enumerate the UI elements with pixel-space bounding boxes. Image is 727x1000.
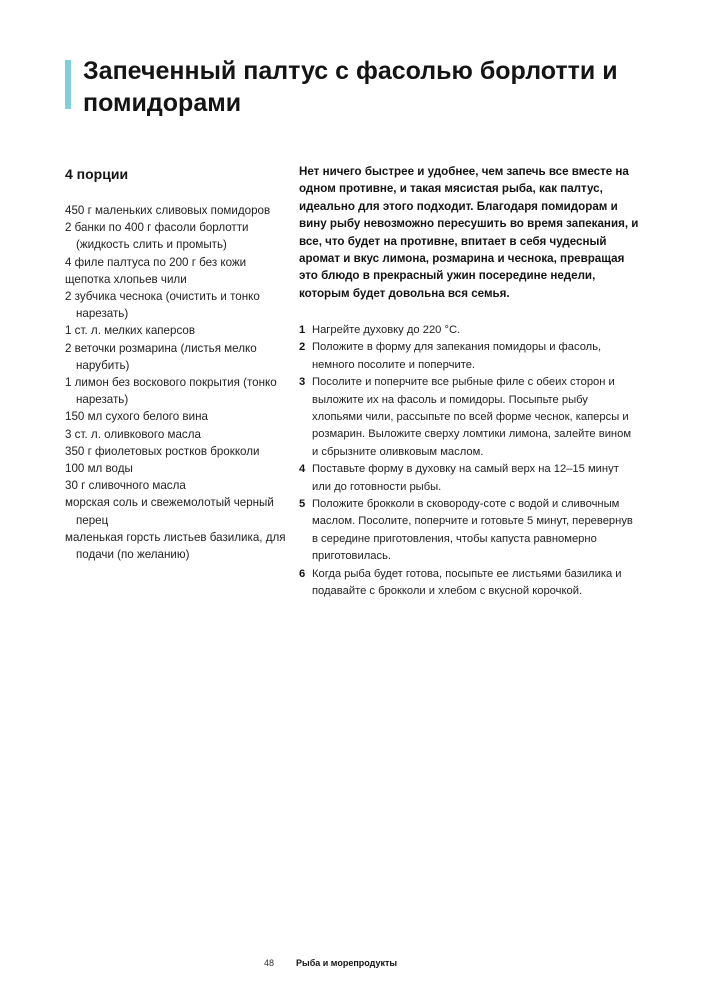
ingredient-item: 100 мл воды: [65, 462, 133, 476]
step-text: Посолите и поперчите все рыбные филе с обеих сторон и выложите их на фасоль и помидоры. Посыпьте рыбу хлопьями чили, рассыпьте по всей форме чеснок, каперсы и розмарин. Выложите сверху ломтики лимона, залейте вином и сбрызните оливковым маслом.: [312, 376, 632, 458]
recipe-title: Запеченный палтус с фасолью борлотти и помидорами: [83, 57, 618, 117]
title-block: [65, 55, 665, 117]
ingredient-item: 30 г сливочного масла: [65, 479, 186, 493]
step-number: 6: [299, 567, 306, 580]
section-name: Рыба и морепродукты: [296, 958, 398, 968]
step-text: Поставьте форму в духовку на самый верх на 12–15 минут или до готовности рыбы.: [312, 463, 619, 493]
step-number: 4: [299, 463, 306, 476]
ingredient-item: 2 веточки розмарина (листья мелко нарубить): [65, 341, 257, 372]
ingredient-item: щепотка хлопьев чили: [65, 272, 187, 286]
step-item: [299, 322, 639, 339]
step-text: Когда рыба будет готова, посыпьте ее листьями базилика и подавайте с брокколи и хлебом с вкусной корочкой.: [312, 567, 622, 598]
step-number: 3: [299, 376, 306, 389]
step-text: Положите в форму для запекания помидоры и фасоль, немного посолите и поперчите.: [312, 341, 602, 371]
step-item: [299, 566, 639, 601]
step-item: [299, 496, 639, 566]
step-item: [299, 461, 639, 496]
ingredient-item: 350 г фиолетовых ростков брокколи: [65, 444, 260, 458]
step-number: 5: [299, 498, 306, 511]
ingredient-item: 4 филе палтуса по 200 г без кожи: [65, 255, 247, 269]
ingredient-item: 3 ст. л. оливкового масла: [65, 427, 201, 441]
title-accent-bar: [65, 60, 71, 109]
step-number: 2: [299, 341, 306, 354]
step-text: Нагрейте духовку до 220 °C.: [312, 324, 461, 336]
ingredient-item: маленькая горсть листьев базилика, для подачи (по желанию): [65, 530, 286, 562]
page-number: 48: [264, 958, 275, 968]
step-item: [299, 339, 639, 374]
step-number: 1: [299, 324, 306, 336]
page-footer: [0, 957, 727, 971]
ingredient-item: 1 ст. л. мелких каперсов: [65, 324, 195, 338]
recipe-intro: Нет ничего быстрее и удобнее, чем запечь все вместе на одном противне, и такая мясистая рыба, как палтус, идеально для этого подходит. Благодаря помидорам и вину рыбу невозможно пересушить во время запекания, и все, что будет на противне, впитает в себя чудесный аромат и вкус лимона, розмарина и чеснока, превращая это блюдо в прекрасный ужин посередине недели, которым будет довольна вся семья.: [299, 165, 639, 300]
ingredient-item: 450 г маленьких сливовых помидоров: [65, 204, 271, 217]
step-text: Положите брокколи в сковороду-соте с водой и сливочным маслом. Посолите, поперчите и готовьте 5 минут, перевернув в середине приготовления, чтобы капуста равномерно приготовилась.: [312, 498, 633, 563]
ingredient-item: 1 лимон без воскового покрытия (тонко нарезать): [65, 376, 277, 407]
step-item: [299, 374, 639, 461]
ingredient-item: 2 зубчика чеснока (очистить и тонко нарезать): [65, 290, 260, 321]
ingredient-item: морская соль и свежемолотый черный перец: [65, 496, 274, 527]
ingredient-item: 150 мл сухого белого вина: [65, 410, 208, 424]
ingredients-list: [65, 202, 290, 563]
steps-list: [299, 322, 639, 601]
portions-heading: 4 порции: [65, 166, 129, 182]
ingredient-item: 2 банки по 400 г фасоли борлотти (жидкость слить и промыть): [65, 221, 249, 252]
